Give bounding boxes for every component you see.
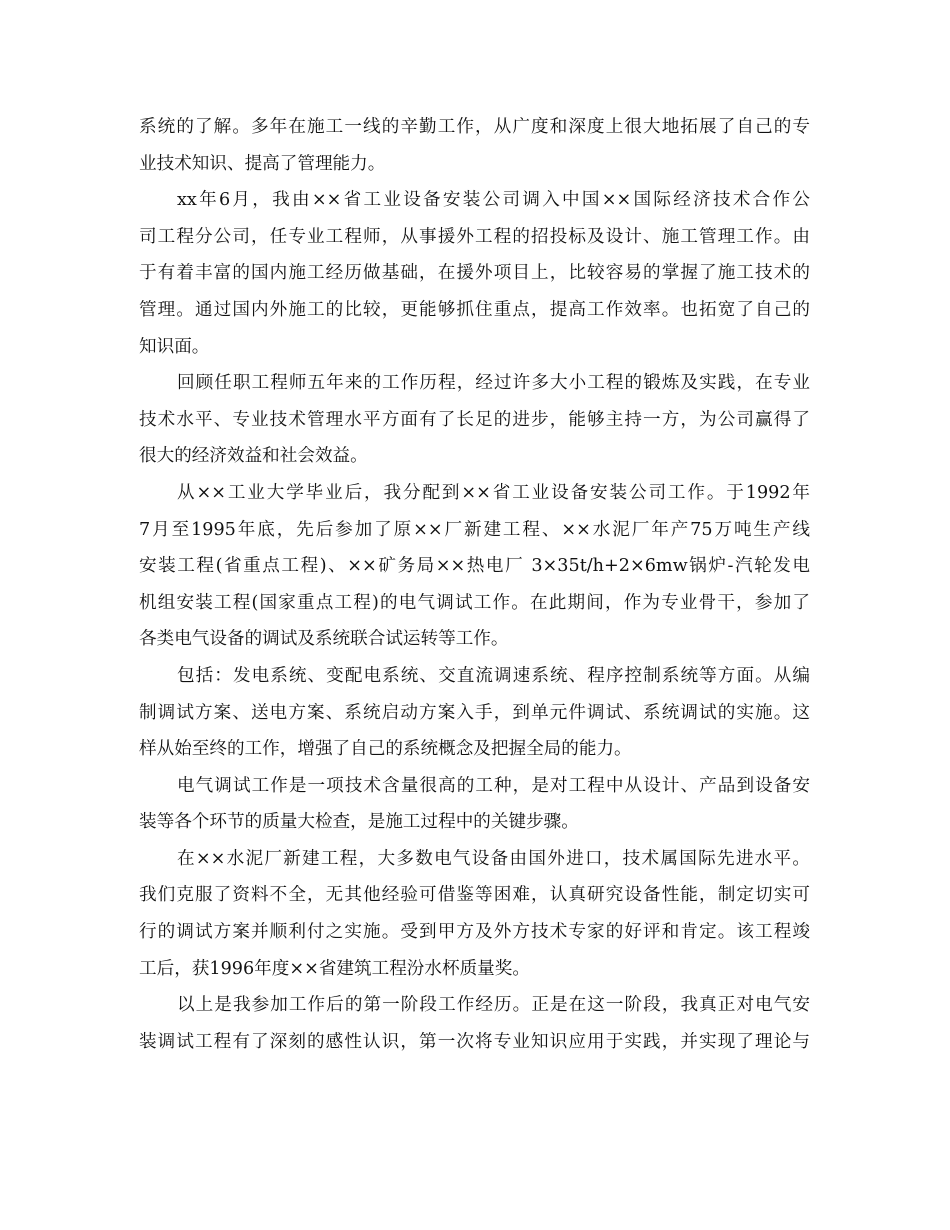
text-line: 我们克服了资料不全，无其他经验可借鉴等困难，认真研究设备性能，制定切实可 [139,885,810,906]
paragraph [139,987,810,1060]
text-line: 工后，获1996年度××省建筑工程汾水杯质量奖。 [139,958,530,979]
text-line: 司工程分公司，任专业工程师，从事援外工程的招投标及设计、施工管理工作。由 [139,226,810,247]
text-line: 安装工程(省重点工程)、××矿务局××热电厂 3×35t/h+2×6mw锅炉-汽轮发电 [139,556,810,577]
paragraph [139,182,810,365]
paragraph [139,475,810,658]
text-line: 以上是我参加工作后的第一阶段工作经历。正是在这一阶段，我真正对电气安 [177,995,810,1016]
document-body [139,109,810,1060]
paragraph [139,365,810,475]
text-line: 很大的经济效益和社会效益。 [139,446,368,467]
text-line: 回顾任职工程师五年来的工作历程，经过许多大小工程的锻炼及实践，在专业 [177,373,810,394]
text-line: 7月至1995年底，先后参加了原××厂新建工程、××水泥厂年产75万吨生产线 [139,519,810,540]
text-line: xx年6月，我由××省工业设备安装公司调入中国××国际经济技术合作公 [177,190,810,211]
paragraph [139,658,810,768]
text-line: 样从始至终的工作，增强了自己的系统概念及把握全局的能力。 [139,739,632,760]
paragraph [139,109,810,182]
text-line: 各类电气设备的调试及系统联合试运转等工作。 [139,629,509,650]
text-line: 机组安装工程(国家重点工程)的电气调试工作。在此期间，作为专业骨干，参加了 [139,592,810,613]
paragraph [139,841,810,987]
text-line: 在××水泥厂新建工程，大多数电气设备由国外进口，技术属国际先进水平。 [177,848,810,869]
text-line: 业技术知识、提高了管理能力。 [139,153,386,174]
text-line: 行的调试方案并顺利付之实施。受到甲方及外方技术专家的好评和肯定。该工程竣 [139,922,810,943]
text-line: 装调试工程有了深刻的感性认识，第一次将专业知识应用于实践，并实现了理论与 [139,1031,810,1052]
text-line: 系统的了解。多年在施工一线的辛勤工作，从广度和深度上很大地拓展了自己的专 [139,117,810,137]
text-line: 从××工业大学毕业后，我分配到××省工业设备安装公司工作。于1992年 [177,482,810,503]
text-line: 管理。通过国内外施工的比较，更能够抓住重点，提高工作效率。也拓宽了自己的 [139,299,810,320]
text-line: 电气调试工作是一项技术含量很高的工种，是对工程中从设计、产品到设备安 [177,775,810,796]
text-line: 技术水平、专业技术管理水平方面有了长足的进步，能够主持一方，为公司赢得了 [139,409,810,430]
text-line: 知识面。 [139,336,210,357]
text-line: 装等各个环节的质量大检查，是施工过程中的关键步骤。 [139,812,579,833]
text-line: 制调试方案、送电方案、系统启动方案入手，到单元件调试、系统调试的实施。这 [139,702,810,723]
paragraph [139,768,810,841]
text-line: 于有着丰富的国内施工经历做基础，在援外项目上，比较容易的掌握了施工技术的 [139,263,810,284]
text-line: 包括：发电系统、变配电系统、交直流调速系统、程序控制系统等方面。从编 [177,665,810,686]
